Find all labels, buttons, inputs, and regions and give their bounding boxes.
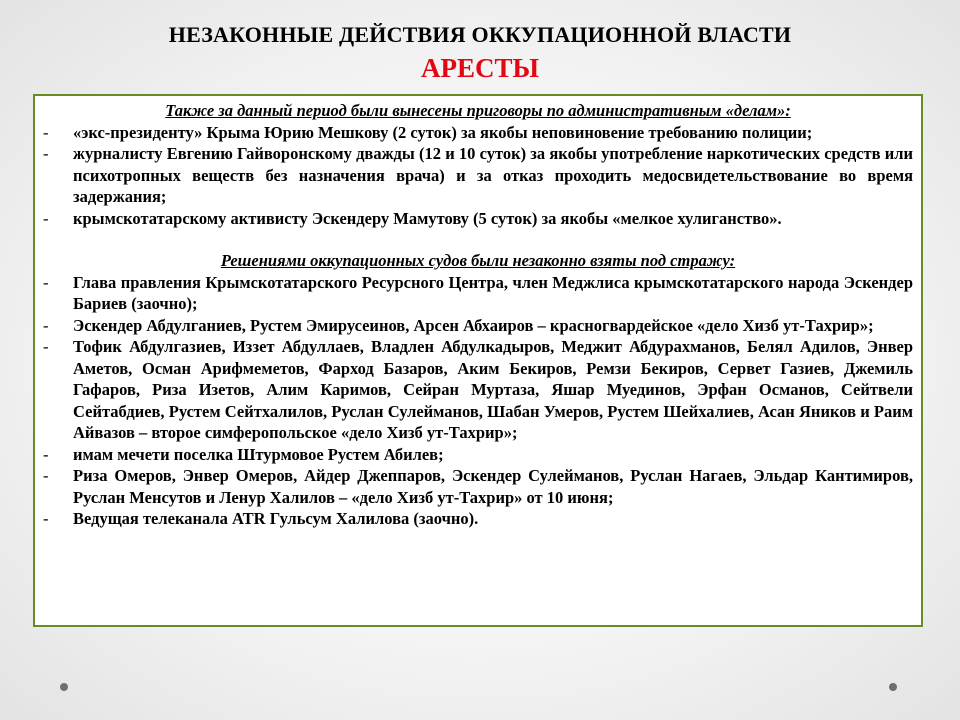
list-item bbox=[43, 465, 913, 508]
bullet-dash: - bbox=[43, 315, 49, 335]
list-item-text: Ведущая телеканала ATR Гульсум Халилова (заочно). bbox=[73, 509, 479, 528]
section2-heading: Решениями оккупационных судов были незаконно взяты под стражу: bbox=[220, 251, 736, 270]
list-item-text: Тофик Абдулгазиев, Иззет Абдуллаев, Владлен Абдулкадыров, Меджит Абдурахманов, Белял Адилов, Энвер Аметов, Осман Арифмеметов, Фарход Базаров, Аким Бекиров, Ремзи Бекиров, Сервет Газиев, Джемиль Гафаров, Риза Изетов, Алим Каримов, Сейран Муртаза, Яшар Муединов, Эрфан Османов, Сейтвели Сейтабдиев, Рустем Сейтхалилов, Руслан Сулейманов, Шабан Умеров, Рустем Шейхалиев, Асан Яников и Раим Айвазов – второе симферопольское «дело Хизб ут-Тахрир»; bbox=[73, 337, 913, 442]
bullet-dash: - bbox=[43, 208, 49, 228]
bullet-dash: - bbox=[43, 466, 49, 485]
list-item-text: крымскотатарскому активисту Эскендеру Мамутову (5 суток) за якобы «мелкое хулиганство». bbox=[73, 208, 782, 228]
bullet-dash: - bbox=[43, 144, 49, 163]
list-item bbox=[43, 208, 913, 230]
bullet-dash: - bbox=[43, 272, 49, 292]
list-item-text: имам мечети поселка Штурмовое Рустем Абилев; bbox=[73, 444, 444, 464]
list-item-text: «экс-президенту» Крыма Юрию Мешкову (2 суток) за якобы неповиновение требованию полиции; bbox=[73, 122, 813, 142]
decorative-dot-left bbox=[60, 683, 68, 691]
bullet-dash: - bbox=[43, 337, 49, 356]
slide-title: НЕЗАКОННЫЕ ДЕЙСТВИЯ ОККУПАЦИОННОЙ ВЛАСТИ bbox=[168, 22, 792, 47]
section-spacer bbox=[43, 229, 913, 250]
list-item bbox=[43, 315, 913, 337]
slide-subtitle: АРЕСТЫ bbox=[420, 53, 540, 83]
bullet-dash: - bbox=[43, 509, 49, 528]
content-box bbox=[33, 94, 923, 627]
list-item-text: журналисту Евгению Гайворонскому дважды (12 и 10 суток) за якобы употребление наркотических средств или психотропных веществ без назначения врача) и за отказ проходить медосвидетельствование во время задержания; bbox=[73, 144, 913, 206]
decorative-dot-right bbox=[889, 683, 897, 691]
list-item bbox=[43, 444, 913, 466]
list-item-text: Глава правления Крымскотатарского Ресурсного Центра, член Меджлиса крымскотатарского народа Эскендер Бариев (заочно); bbox=[73, 272, 913, 313]
section2-list bbox=[43, 272, 913, 530]
list-item bbox=[43, 272, 913, 315]
list-item bbox=[43, 336, 913, 444]
list-item-text: Эскендер Абдулганиев, Рустем Эмирусеинов, Арсен Абхаиров – красногвардейское «дело Хизб ут-Тахрир»; bbox=[73, 315, 874, 335]
bullet-dash: - bbox=[43, 444, 49, 464]
bullet-dash: - bbox=[43, 122, 49, 142]
list-item-text: Риза Омеров, Энвер Омеров, Айдер Джеппаров, Эскендер Сулейманов, Руслан Нагаев, Эльдар Кантимиров, Руслан Менсутов и Ленур Халилов – «дело Хизб ут-Тахрир» от 10 июня; bbox=[73, 466, 913, 507]
section1-list bbox=[43, 122, 913, 230]
list-item bbox=[43, 143, 913, 208]
list-item bbox=[43, 508, 913, 530]
list-item bbox=[43, 122, 913, 144]
section1-heading: Также за данный период были вынесены приговоры по административным «делам»: bbox=[165, 101, 791, 120]
